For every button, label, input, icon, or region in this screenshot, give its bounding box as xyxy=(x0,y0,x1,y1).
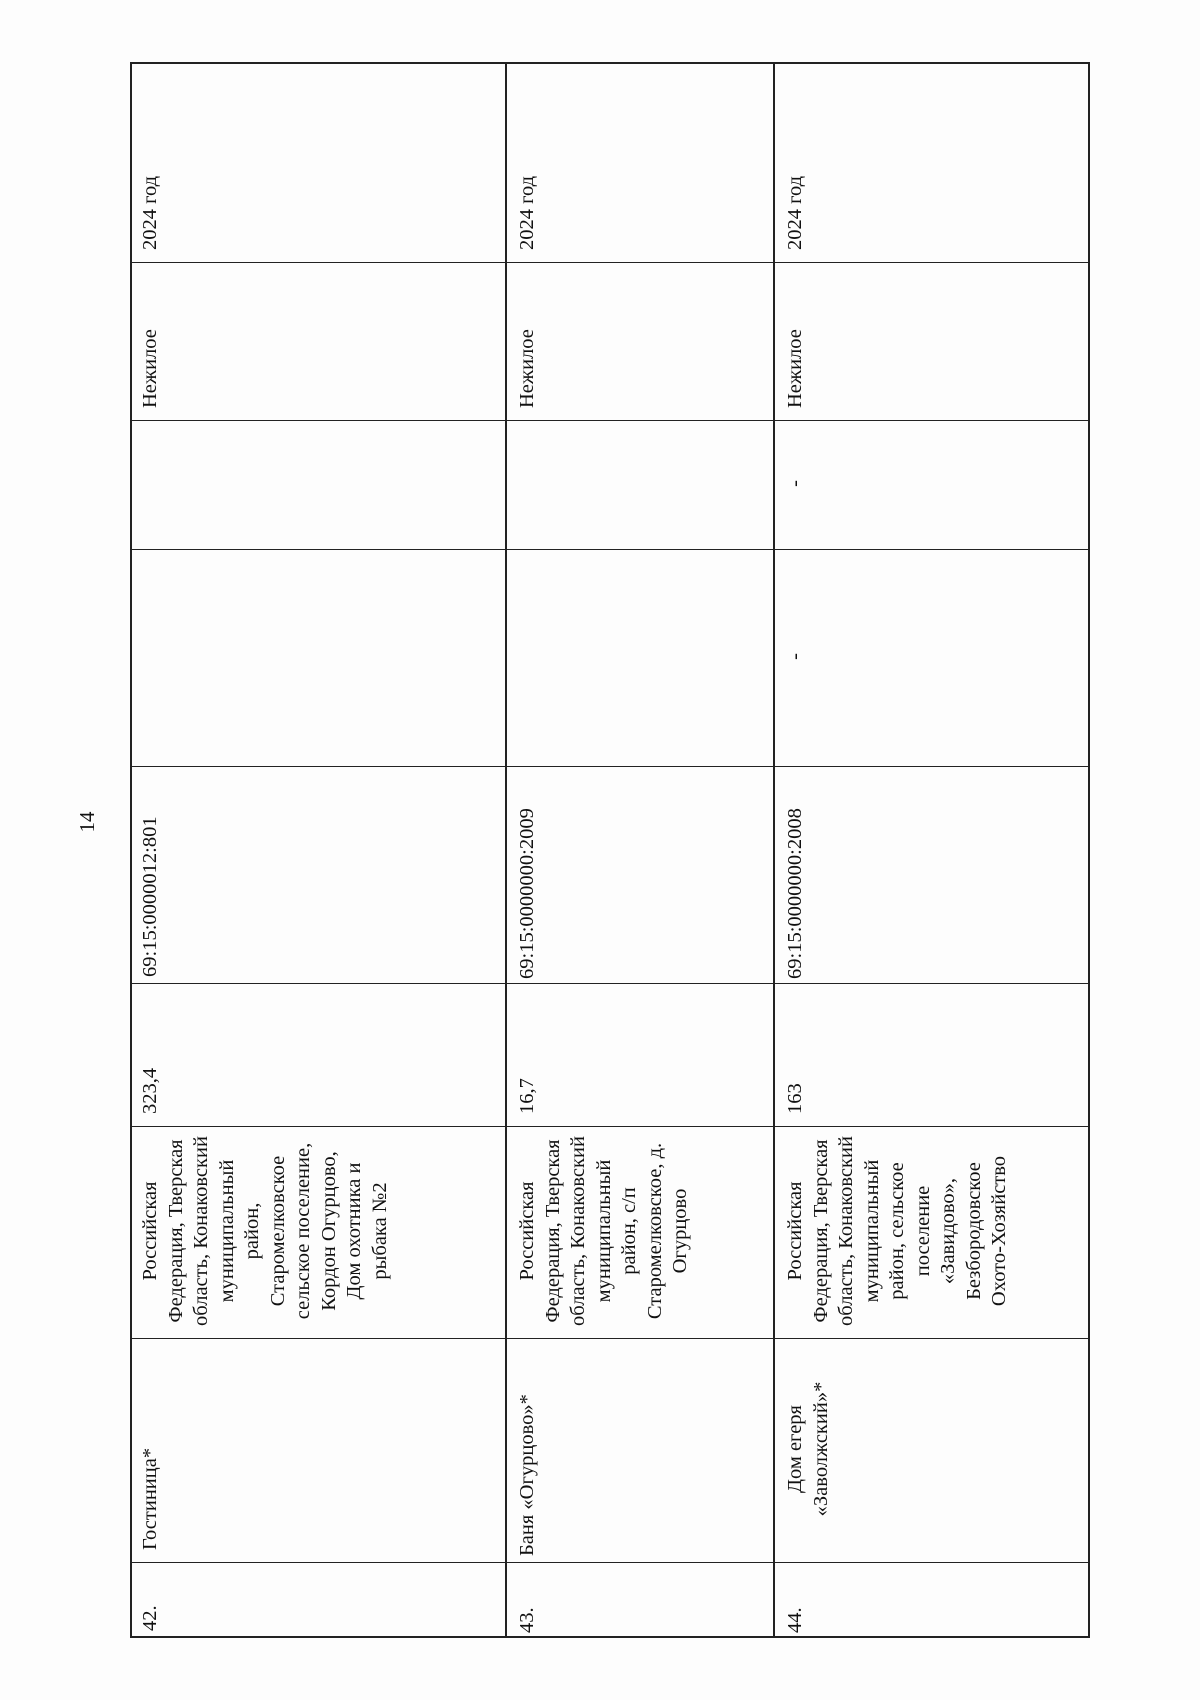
col7-cell xyxy=(507,420,773,549)
number-cell: 44. xyxy=(784,1607,806,1633)
col7-cell: - xyxy=(784,480,806,487)
cadastral-cell: 69:15:0000000:2009 xyxy=(516,808,538,979)
year-cell: 2024 год xyxy=(139,175,161,250)
purpose-cell: Нежилое xyxy=(784,329,806,408)
number-cell: 43. xyxy=(516,1607,538,1633)
cadastral-cell: 69:15:0000012:801 xyxy=(139,816,161,977)
page-number: 14 xyxy=(75,811,99,833)
cadastral-cell: 69:15:0000000:2008 xyxy=(784,808,806,979)
name-cell: Баня «Огурцово»* xyxy=(516,1394,538,1556)
table-border-right xyxy=(1088,62,1090,1638)
name-cell: Дом егеря «Заволжский»* xyxy=(784,1381,832,1517)
col7-cell xyxy=(130,420,505,549)
area-cell: 16,7 xyxy=(516,1078,538,1114)
col6-cell xyxy=(130,549,505,766)
table-row xyxy=(507,62,773,1637)
property-table xyxy=(130,62,1090,1637)
col6-cell: - xyxy=(784,653,806,660)
area-cell: 323,4 xyxy=(139,1067,161,1114)
table-row xyxy=(775,62,1088,1637)
number-cell: 42. xyxy=(139,1605,161,1631)
address-cell: Российская Федерация, Тверская область, Конаковский муниципальный район, сельское поселение «Завидово», Безбородовское Охото-Хозяйство xyxy=(784,1136,1010,1326)
area-cell: 163 xyxy=(784,1083,806,1114)
purpose-cell: Нежилое xyxy=(139,329,161,408)
col6-cell xyxy=(507,549,773,766)
address-cell: Российская Федерация, Тверская область, Конаковский муниципальный район, с/п Старомелковское, д. Огурцово xyxy=(516,1136,691,1326)
table-row xyxy=(130,62,505,1637)
year-cell: 2024 год xyxy=(784,175,806,250)
address-cell: Российская Федерация, Тверская область, Конаковский муниципальный район, Старомелковское сельское поселение, Кордон Огурцово, Дом охотника и рыбака №2 xyxy=(139,1136,391,1326)
name-cell: Гостиница* xyxy=(139,1447,161,1550)
year-cell: 2024 год xyxy=(516,175,538,250)
purpose-cell: Нежилое xyxy=(516,329,538,408)
